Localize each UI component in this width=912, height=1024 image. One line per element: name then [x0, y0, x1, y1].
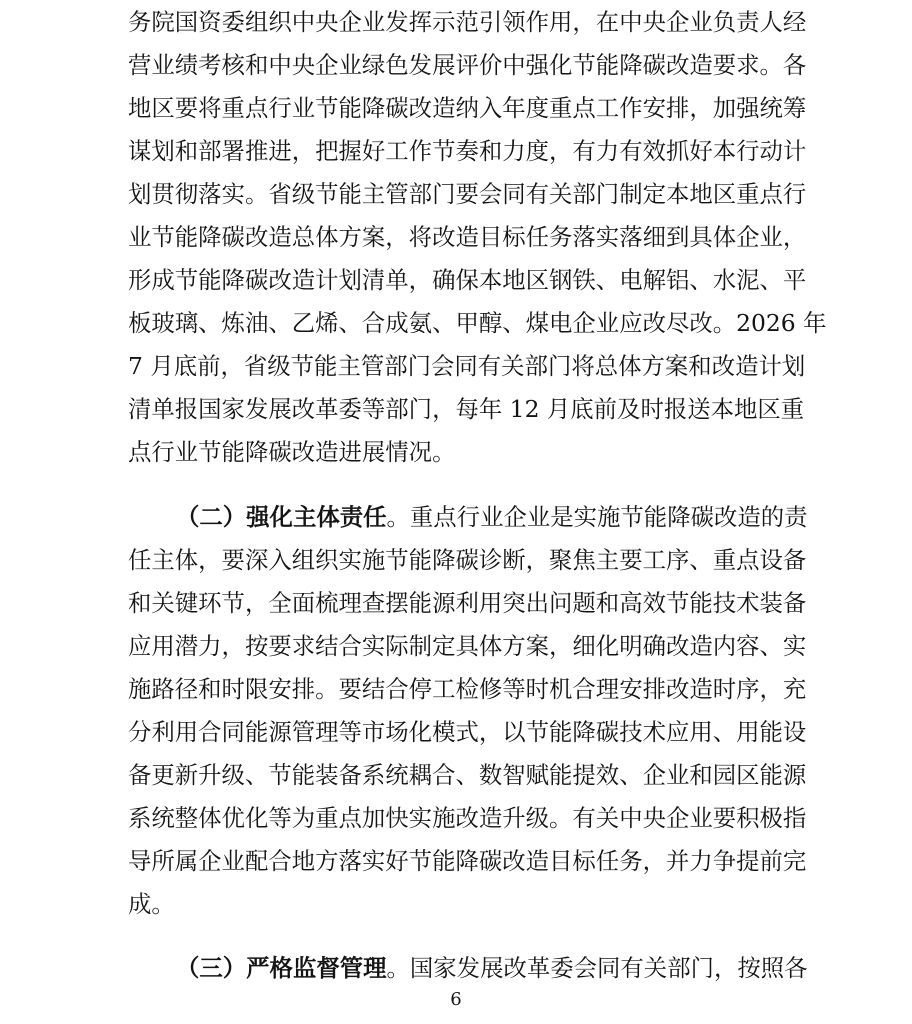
- section-first-line-text: 。重点行业企业是实施节能降碳改造的责: [386, 503, 808, 531]
- text-line: 系统整体优化等为重点加快实施改造升级。有关中央企业要积极指: [128, 804, 807, 832]
- section-first-line-text: 。国家发展改革委会同有关部门，按照各: [386, 954, 808, 982]
- page-number: 6: [450, 989, 462, 1010]
- text-line: 形成节能降碳改造计划清单，确保本地区钢铁、电解铝、水泥、平: [128, 266, 807, 294]
- text-line: 施路径和时限安排。要结合停工检修等时机合理安排改造时序，充: [128, 675, 807, 703]
- section-first-line: [176, 947, 808, 989]
- text-line: 和关键环节，全面梳理查摆能源利用突出问题和高效节能技术装备: [128, 589, 807, 617]
- text-line: 谋划和部署推进，把握好工作节奏和力度，有力有效抓好本行动计: [128, 137, 807, 165]
- text-line: 划贯彻落实。省级节能主管部门要会同有关部门制定本地区重点行: [128, 180, 807, 208]
- text-line: 7 月底前，省级节能主管部门会同有关部门将总体方案和改造计划: [128, 352, 806, 380]
- text-line: 营业绩考核和中央企业绿色发展评价中强化节能降碳改造要求。各: [128, 51, 807, 79]
- text-line: 务院国资委组织中央企业发挥示范引领作用，在中央企业负责人经: [128, 8, 807, 36]
- text-line: 清单报国家发展改革委等部门，每年 12 月底前及时报送本地区重: [128, 395, 805, 423]
- section-heading: （二）强化主体责任: [176, 503, 387, 531]
- section-heading: （三）严格监督管理: [176, 954, 387, 982]
- text-line: 业节能降碳改造总体方案，将改造目标任务落实落细到具体企业，: [128, 223, 807, 251]
- text-line: 备更新升级、节能装备系统耦合、数智赋能提效、企业和园区能源: [128, 761, 807, 789]
- text-line: 板玻璃、炼油、乙烯、合成氨、甲醇、煤电企业应改尽改。2026 年: [128, 309, 827, 337]
- text-line: 分利用合同能源管理等市场化模式，以节能降碳技术应用、用能设: [128, 718, 807, 746]
- text-line: 地区要将重点行业节能降碳改造纳入年度重点工作安排，加强统筹: [128, 94, 807, 122]
- text-line: 应用潜力，按要求结合实际制定具体方案，细化明确改造内容、实: [128, 632, 807, 660]
- text-line: 成。: [128, 890, 175, 918]
- text-line: 导所属企业配合地方落实好节能降碳改造目标任务，并力争提前完: [128, 847, 807, 875]
- text-line: 点行业节能降碳改造进展情况。: [128, 438, 456, 466]
- text-line: 任主体，要深入组织实施节能降碳诊断，聚焦主要工序、重点设备: [128, 546, 807, 574]
- section-first-line: [176, 496, 808, 538]
